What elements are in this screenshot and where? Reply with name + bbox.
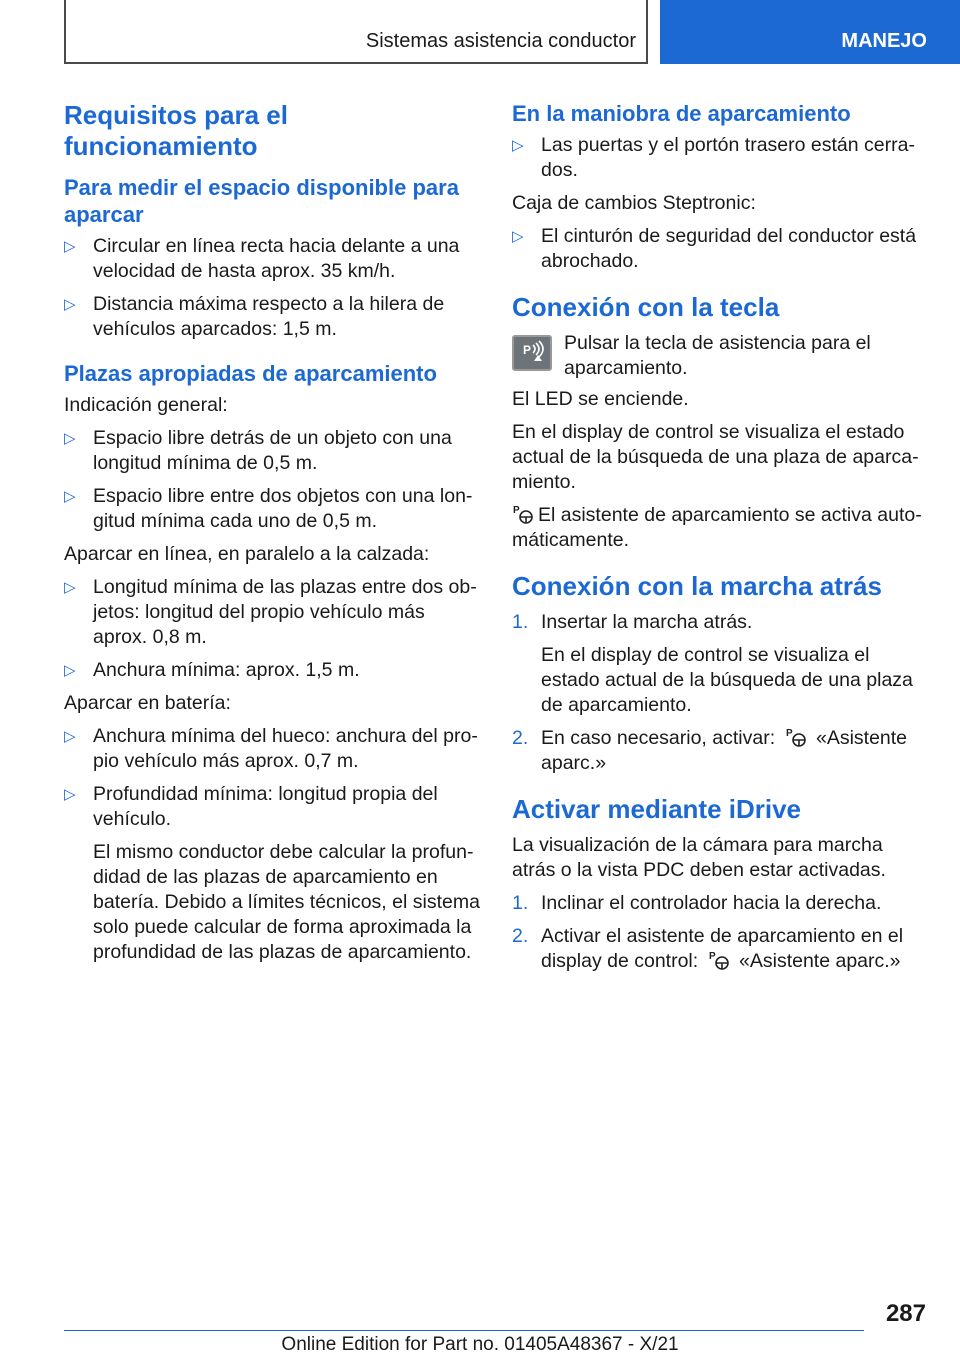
list-item: 2. Activar el asistente de aparcamiento en el display de control: P «Asistente aparc.» [512, 925, 904, 972]
key-instruction [512, 331, 930, 381]
bullet-triangle-icon: ▷ [64, 728, 76, 745]
heading-measure-space: Para medir el espacio disponible para aparcar [64, 175, 459, 227]
step-number: 2. [512, 727, 529, 749]
left-column [64, 100, 484, 973]
bullet-triangle-icon: ▷ [64, 238, 76, 255]
general-note-label: Indicación general: [64, 394, 228, 416]
list-item: ▷ Distancia máxima respecto a la hilera de vehículos aparcados: 1,5 m. [64, 293, 445, 340]
display-status-text: En el display de control se visualiza el estado actual de la búsqueda de una plaza de aparcamiento. [512, 421, 919, 493]
battery-parking-label: Aparcar en batería: [64, 692, 231, 714]
heading-key-activation: Conexión con la tecla [512, 292, 780, 322]
parking-assistant-symbol-icon [512, 503, 534, 525]
steptronic-label: Caja de cambios Steptronic: [512, 192, 756, 214]
list-item: ▷ Espacio libre entre dos objetos con una longitud mínima cada uno de 0,5 m. [64, 485, 473, 532]
bullet-triangle-icon: ▷ [64, 786, 76, 803]
edition-footer: Online Edition for Part no. 01405A48367 - X/21 [281, 1334, 679, 1355]
bullet-triangle-icon: ▷ [64, 662, 76, 679]
bullet-triangle-icon: ▷ [64, 488, 76, 505]
list-item: ▷ Circular en línea recta hacia delante a una velocidad de hasta aprox. 35 km/h. [64, 235, 460, 282]
bullet-triangle-icon: ▷ [512, 228, 524, 245]
heading-maneuver: En la maniobra de aparcamiento [512, 101, 851, 126]
list-item: ▷ Profundidad mínima: longitud propia del vehículo. [64, 783, 438, 830]
list-item: ▷ Longitud mínima de las plazas entre dos objetos: longitud del propio vehículo más aprox. 0,8 m. [64, 576, 477, 648]
svg-text:P: P [708, 951, 716, 962]
step-number: 1. [512, 611, 529, 633]
heading-requirements: Requisitos para el funcionamiento [64, 100, 288, 161]
bullet-triangle-icon: ▷ [64, 579, 76, 596]
list-item: 1. Inclinar el controlador hacia la derecha. [512, 892, 882, 914]
page-number: 287 [885, 1300, 926, 1327]
heading-suitable-spaces: Plazas apropiadas de aparcamiento [64, 361, 437, 386]
battery-depth-note: El mismo conductor debe calcular la profundidad de las plazas de aparcamiento en batería. Debido a límites técnicos, el sistema solo puede calcular de forma aproximada la profundidad de las plazas de aparcamiento. [93, 841, 480, 963]
header-chapter-tab: MANEJO [660, 0, 960, 64]
parking-assistant-symbol-icon [708, 949, 730, 971]
key-instruction-text: Pulsar la tecla de asistencia para el aparcamiento. [564, 332, 871, 379]
parking-assistant-button-icon [512, 335, 552, 371]
svg-text:P: P [523, 343, 532, 357]
header-section-title: Sistemas asistencia conductor [365, 30, 636, 52]
footer-divider [64, 1330, 864, 1331]
parallel-parking-label: Aparcar en línea, en paralelo a la calzada: [64, 543, 430, 565]
auto-activation-text: P El asistente de aparcamiento se activa automáticamente. [512, 504, 922, 551]
list-item: ▷ Anchura mínima del hueco: anchura del propio vehículo más aprox. 0,7 m. [64, 725, 478, 772]
list-item: 2. En caso necesario, activar: P «Asistente aparc.» [512, 727, 908, 774]
led-text: El LED se enciende. [512, 388, 689, 410]
step-number: 2. [512, 925, 529, 947]
step-number: 1. [512, 892, 529, 914]
reverse-display-text: En el display de control se visualiza el estado actual de la búsqueda de una plaza de aparcamiento. [541, 644, 913, 716]
parking-assistant-symbol-icon [785, 726, 807, 748]
heading-reverse-activation: Conexión con la marcha atrás [512, 571, 882, 601]
list-item: ▷ Espacio libre detrás de un objeto con una longitud mínima de 0,5 m. [64, 427, 452, 474]
svg-text:P: P [513, 505, 520, 516]
list-item: ▷ Las puertas y el portón trasero están cerrados. [512, 134, 915, 181]
svg-text:P: P [785, 728, 793, 739]
bullet-triangle-icon: ▷ [512, 137, 524, 154]
right-column [512, 100, 930, 982]
list-item: ▷ Anchura mínima: aprox. 1,5 m. [64, 659, 360, 681]
bullet-triangle-icon: ▷ [64, 296, 76, 313]
bullet-triangle-icon: ▷ [64, 430, 76, 447]
idrive-intro-text: La visualización de la cámara para marcha atrás o la vista PDC deben estar activadas. [512, 834, 886, 881]
list-item: 1. Insertar la marcha atrás. [512, 611, 753, 633]
heading-idrive-activation: Activar mediante iDrive [512, 794, 802, 824]
list-item: ▷ El cinturón de seguridad del conductor está abrochado. [512, 225, 917, 272]
